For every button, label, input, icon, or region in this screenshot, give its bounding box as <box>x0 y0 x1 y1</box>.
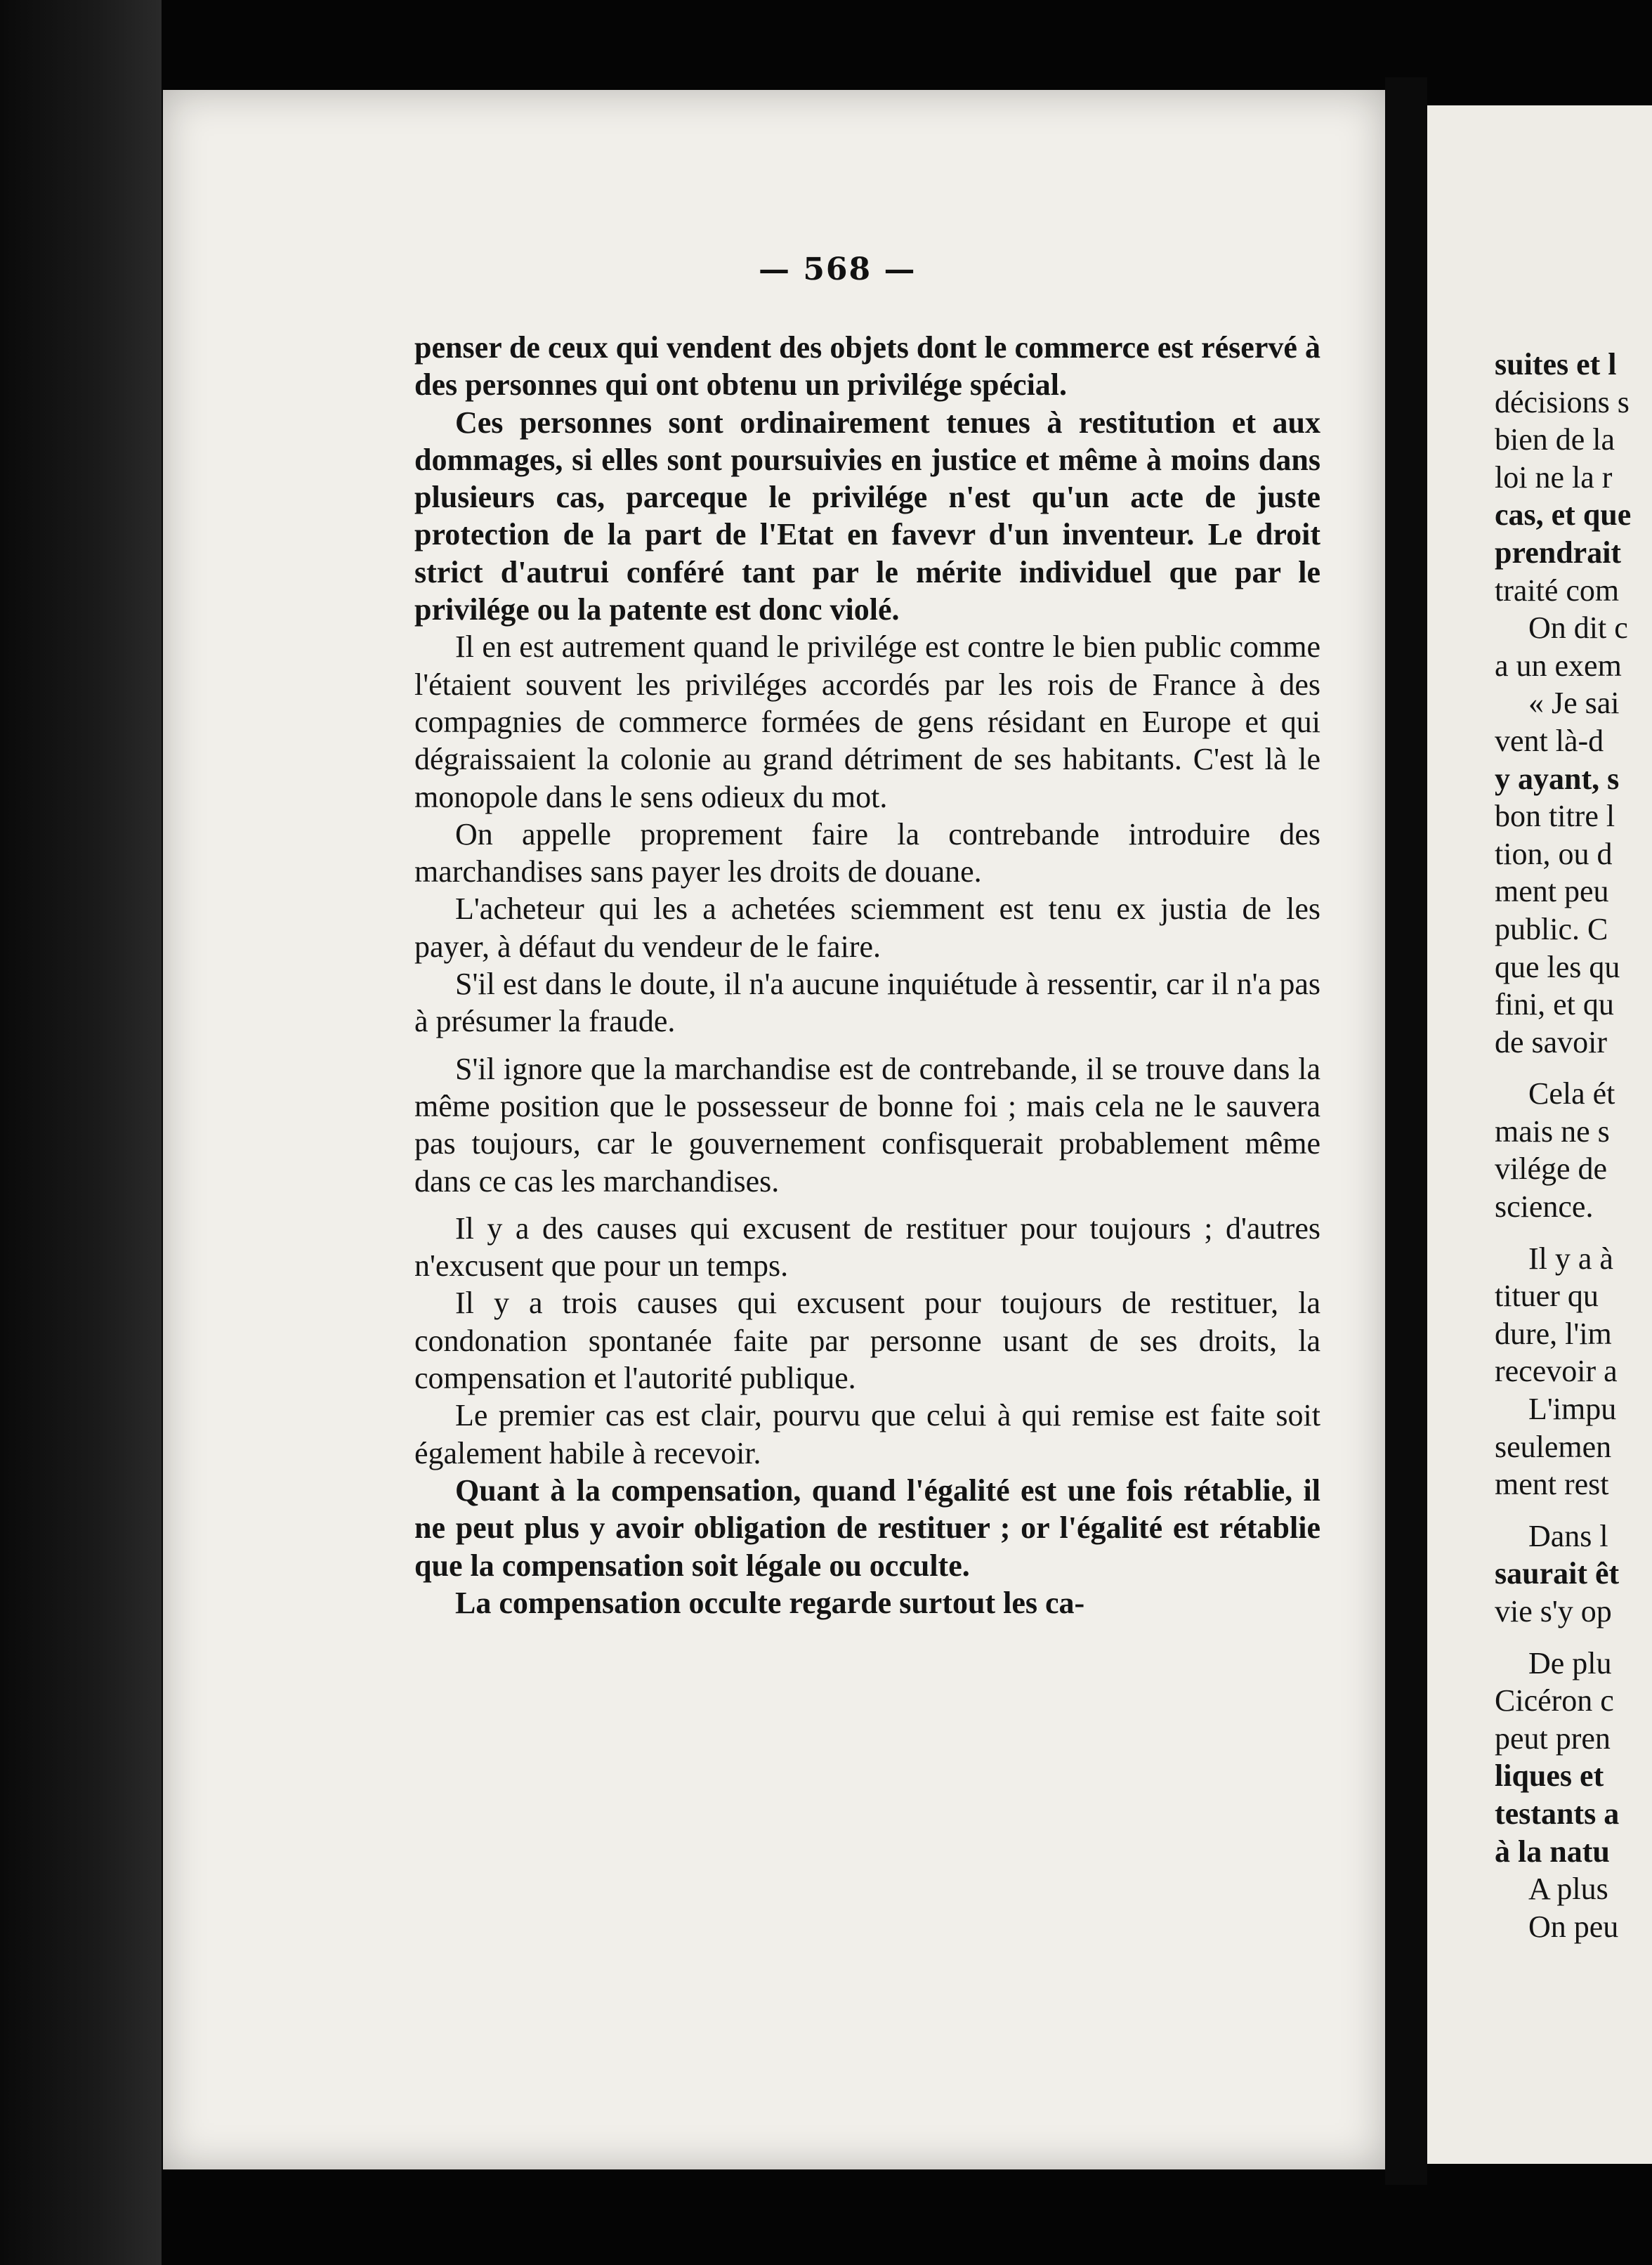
text-line: recevoir a <box>1495 1354 1618 1389</box>
text-line: vilége de <box>1495 1151 1608 1187</box>
text-line: science. <box>1495 1189 1594 1225</box>
text-line: cas, et que <box>1495 497 1632 533</box>
text-line: a un exem <box>1495 648 1622 683</box>
text-line: testants a <box>1495 1796 1620 1831</box>
paragraph: Ces personnes sont ordinairement tenues à restitution et aux dommages, si elles sont poursuivies en justice et même à moins dans plusieurs cas, parceque le privilége n'est qu'un acte de juste protection de la part de l'Etat en favevr d'un inventeur. Le droit strict d'autrui conféré tant par le mérite individuel que par le privilége ou la patente est donc violé. <box>414 405 1320 627</box>
right-page-text <box>1495 346 1652 1945</box>
text-line: « Je sai <box>1528 686 1620 721</box>
paragraph: Quant à la compensation, quand l'égalité est une fois rétablie, il ne peut plus y avoir obligation de restituer ; or l'égalité est rétablie que la compensation soit légale ou occulte. <box>414 1473 1320 1583</box>
page-number: — 568 — <box>759 252 917 287</box>
text-line: prendrait <box>1495 535 1622 570</box>
text-line: suites et l <box>1495 347 1617 381</box>
text-line: tituer qu <box>1495 1279 1599 1314</box>
text-line: Dans l <box>1528 1518 1608 1553</box>
text-line: traité com <box>1495 573 1620 608</box>
paragraph: La compensation occulte regarde surtout les ca- <box>455 1585 1085 1620</box>
book-spine-shadow <box>0 0 162 2265</box>
paragraph: S'il est dans le doute, il n'a aucune inquiétude à ressentir, car il n'a pas à présumer la fraude. <box>414 967 1320 1039</box>
text-line: L'impu <box>1528 1392 1617 1427</box>
text-line: A plus <box>1528 1872 1608 1907</box>
text-line: saurait êt <box>1495 1556 1620 1591</box>
text-line: y ayant, s <box>1495 761 1620 796</box>
text-line: Il y a à <box>1528 1241 1613 1276</box>
text-line: Cela ét <box>1528 1076 1615 1111</box>
text-line: fini, et qu <box>1495 987 1614 1022</box>
text-line: ment rest <box>1495 1467 1609 1502</box>
text-line: public. C <box>1495 911 1608 946</box>
text-line: bon titre l <box>1495 799 1615 834</box>
text-line: liques et <box>1495 1758 1604 1794</box>
paragraph: Le premier cas est clair, pourvu que celui à qui remise est faite soit également habile à recevoir. <box>414 1398 1320 1470</box>
text-line: seulemen <box>1495 1429 1612 1464</box>
text-line: tion, ou d <box>1495 836 1613 871</box>
left-page-text <box>414 329 1320 1621</box>
paragraph: L'acheteur qui les a achetées sciemment est tenu ex justia de les payer, à défaut du vendeur de le faire. <box>414 892 1320 964</box>
text-line: vie s'y op <box>1495 1594 1612 1628</box>
paragraph: penser de ceux qui vendent des objets dont le commerce est réservé à des personnes qui ont obtenu un privilége spécial. <box>414 330 1320 403</box>
text-line: vent là-d <box>1495 723 1604 758</box>
text-line: On peu <box>1528 1909 1619 1944</box>
text-line: peut pren <box>1495 1721 1611 1756</box>
page-gutter <box>1385 77 1427 2185</box>
text-line: De plu <box>1528 1645 1612 1680</box>
paragraph: Il y a trois causes qui excusent pour toujours de restituer, la condonation spontanée faite par personne usant de ses droits, la compensation et l'autorité publique. <box>414 1286 1320 1396</box>
text-line: que les qu <box>1495 949 1620 984</box>
paragraph: S'il ignore que la marchandise est de contrebande, il se trouve dans la même position que le possesseur de bonne foi ; mais cela ne le sauvera pas toujours, car le gouvernement confisquerait probablement même dans ce cas les marchandises. <box>414 1051 1320 1199</box>
paragraph: Il y a des causes qui excusent de restituer pour toujours ; d'autres n'excusent que pour un temps. <box>414 1210 1320 1284</box>
paragraph: On appelle proprement faire la contrebande introduire des marchandises sans payer les droits de douane. <box>414 816 1320 889</box>
text-line: décisions s <box>1495 384 1630 419</box>
text-line: bien de la <box>1495 422 1615 457</box>
text-line: loi ne la r <box>1495 459 1613 495</box>
paragraph: Il en est autrement quand le privilége est contre le bien public comme l'étaient souvent les priviléges accordés par les rois de France à des compagnies de commerce formées de gens résidant en Europe et qui dégraissaient la colonie au grand détriment de ses habitants. C'est là le monopole dans le sens odieux du mot. <box>414 629 1320 814</box>
text-line: de savoir <box>1495 1024 1608 1059</box>
text-line: Cicéron c <box>1495 1683 1614 1718</box>
text-line: ment peu <box>1495 874 1609 909</box>
text-line: mais ne s <box>1495 1114 1610 1149</box>
text-line: à la natu <box>1495 1834 1610 1869</box>
text-line: dure, l'im <box>1495 1316 1612 1351</box>
text-line: On dit c <box>1528 611 1628 646</box>
